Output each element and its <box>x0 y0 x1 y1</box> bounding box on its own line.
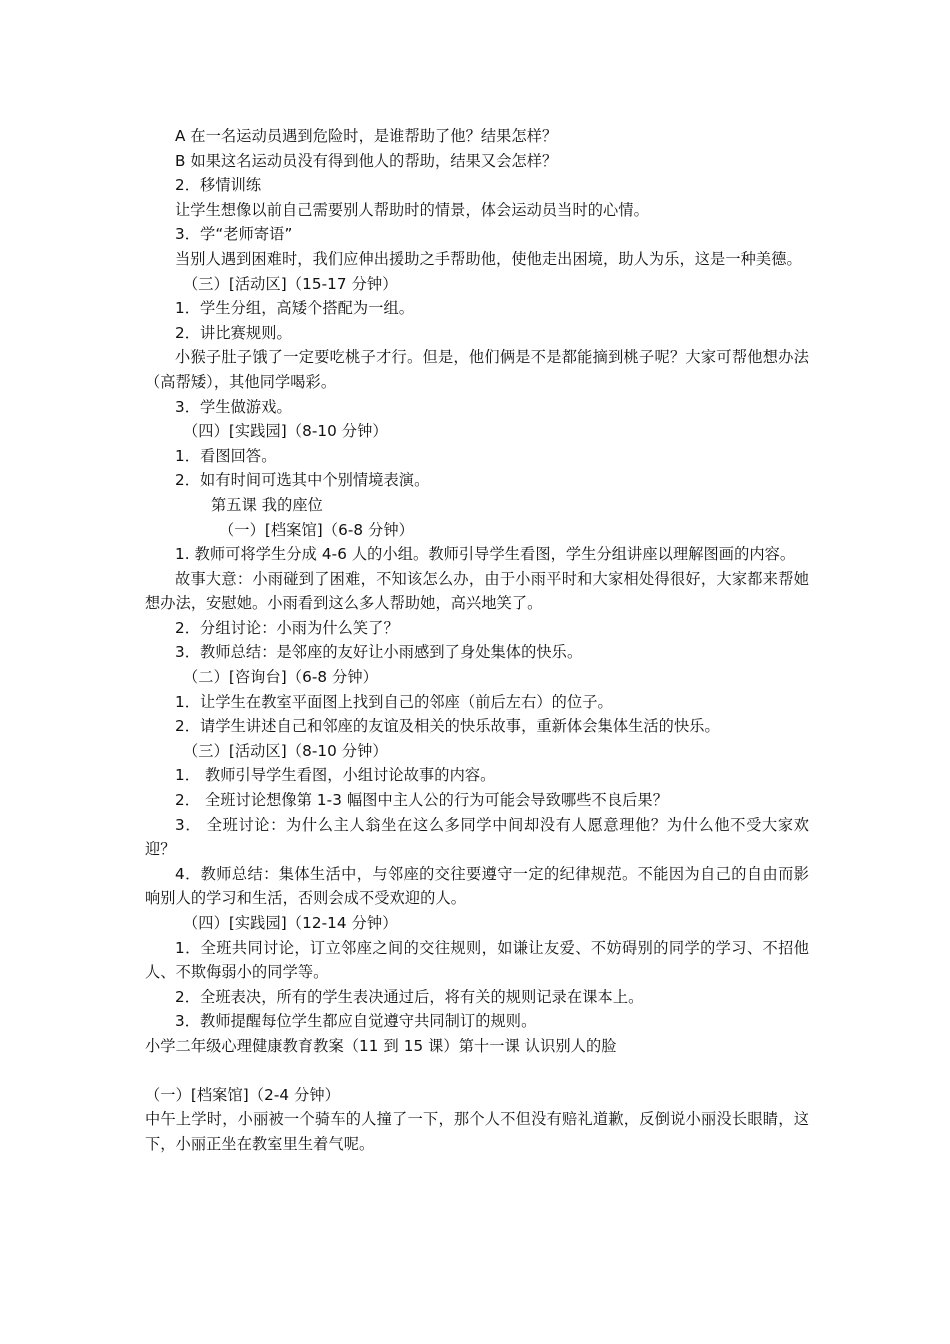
section-heading: （四）[实践园]（12-14 分钟） <box>183 914 398 932</box>
paragraph: 3． 全班讨论：为什么主人翁坐在这么多同学中间却没有人愿意理他？为什么他不受大家欢迎？ <box>145 815 809 859</box>
lesson-title: 小学二年级心理健康教育教案（11 到 15 课）第十一课 认识别人的脸 <box>145 1036 617 1055</box>
section-heading: （一）[档案馆]（2-4 分钟） <box>145 1085 340 1104</box>
paragraph: 小猴子肚子饿了一定要吃桃子才行。但是，他们俩是不是都能摘到桃子呢？大家可帮他想办法（高帮矮），其他同学喝彩。 <box>145 348 809 391</box>
paragraph: 当别人遇到困难时，我们应伸出援助之手帮助他，使他走出困境，助人为乐，这是一种美德。 <box>175 249 802 268</box>
section-heading: （二）[咨询台]（6-8 分钟） <box>183 668 378 687</box>
paragraph: 3．教师提醒每位学生都应自觉遵守共同制订的规则。 <box>175 1012 537 1031</box>
paragraph: 3．学“老师寄语” <box>175 225 293 244</box>
paragraph: 2．分组讨论：小雨为什么笑了？ <box>175 618 399 637</box>
paragraph: A 在一名运动员遇到危险时，是谁帮助了他？结果怎样？ <box>175 127 558 145</box>
paragraph: 1．学生分组，高矮个搭配为一组。 <box>175 299 415 318</box>
paragraph: B 如果这名运动员没有得到他人的帮助，结果又会怎样？ <box>175 151 558 170</box>
paragraph: 1．让学生在教室平面图上找到自己的邻座（前后左右）的位子。 <box>175 692 613 711</box>
blank-line <box>145 1059 809 1083</box>
paragraph: 1．全班共同讨论，订立邻座之间的交往规则，如谦让友爱、不妨碍别的同学的学习、不招他人、不欺侮弱小的同学等。 <box>145 938 809 982</box>
section-heading: （三）[活动区]（8-10 分钟） <box>183 741 388 760</box>
paragraph: 3．教师总结：是邻座的友好让小雨感到了身处集体的快乐。 <box>175 643 583 662</box>
paragraph: 1． 教师引导学生看图，小组讨论故事的内容。 <box>175 766 496 785</box>
paragraph: 2．全班表决，所有的学生表决通过后，将有关的规则记录在课本上。 <box>175 987 644 1006</box>
paragraph: 2．移情训练 <box>175 176 262 195</box>
paragraph: 4．教师总结：集体生活中，与邻座的交往要遵守一定的纪律规范。不能因为自己的自由而影响别人的学习和生活，否则会成不受欢迎的人。 <box>145 864 809 908</box>
paragraph: 故事大意：小雨碰到了困难，不知该怎么办，由于小雨平时和大家相处得很好，大家都来帮她想办法，安慰她。小雨看到这么多人帮助她，高兴地笑了。 <box>145 569 809 613</box>
paragraph: 3．学生做游戏。 <box>175 397 292 416</box>
document-body <box>145 124 809 1156</box>
section-heading: （一）[档案馆]（6-8 分钟） <box>219 520 414 539</box>
section-heading: （四）[实践园]（8-10 分钟） <box>183 422 388 441</box>
section-heading: （三）[活动区]（15-17 分钟） <box>183 274 398 293</box>
paragraph: 1．看图回答。 <box>175 446 277 465</box>
paragraph: 1. 教师可将学生分成 4-6 人的小组。教师引导学生看图，学生分组讲座以理解图画的内容。 <box>175 545 796 564</box>
paragraph: 2．请学生讲述自己和邻座的友谊及相关的快乐故事，重新体会集体生活的快乐。 <box>175 717 720 736</box>
paragraph: 让学生想像以前自己需要别人帮助时的情景，体会运动员当时的心情。 <box>175 200 649 219</box>
paragraph: 2． 全班讨论想像第 1-3 幅图中主人公的行为可能会导致哪些不良后果？ <box>175 791 668 810</box>
paragraph: 2．讲比赛规则。 <box>175 323 292 342</box>
paragraph: 2．如有时间可选其中个别情境表演。 <box>175 471 430 490</box>
paragraph: 中午上学时，小丽被一个骑车的人撞了一下，那个人不但没有赔礼道歉，反倒说小丽没长眼睛，这下，小丽正坐在教室里生着气呢。 <box>145 1110 809 1153</box>
lesson-title: 第五课 我的座位 <box>211 495 323 514</box>
